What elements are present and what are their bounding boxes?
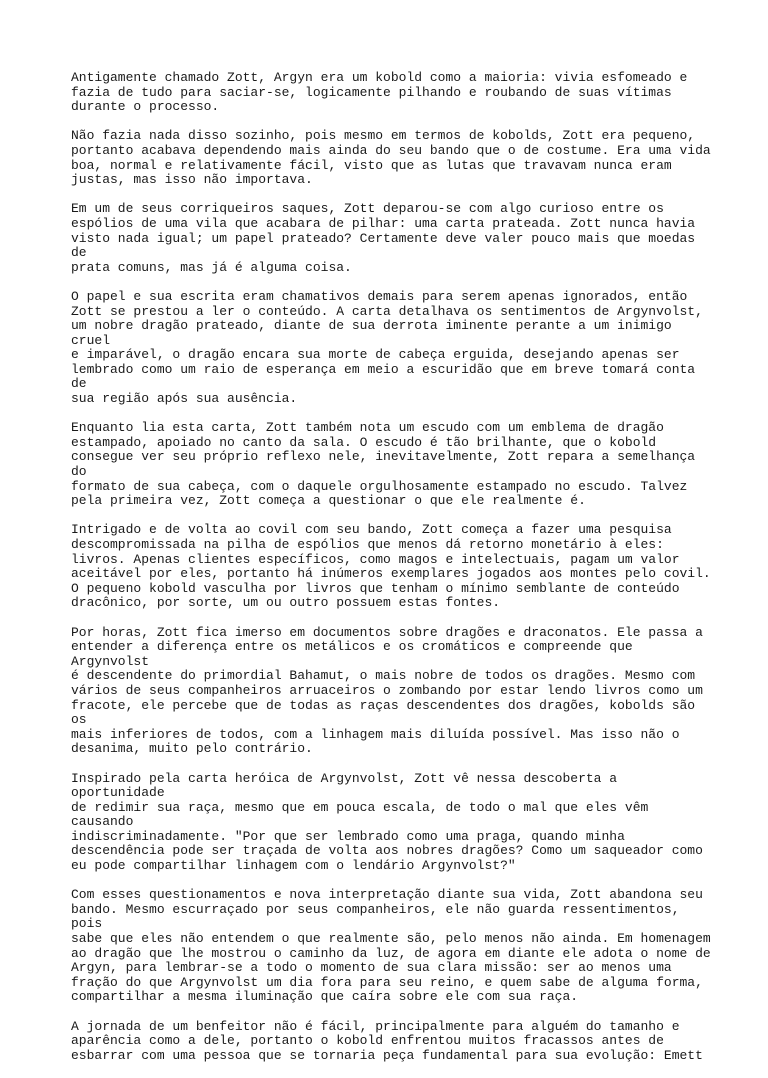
paragraph: Por horas, Zott fica imerso em documentos sobre dragões e draconatos. Ele passa a entender a diferença entre os metálicos e os cromáticos e compreende que Argynvolst é descendente do primordial Bahamut, o mais nobre de todos os dragões. Mesmo com vários de seus companheiros arruaceiros o zombando por estar lendo livros como um fracote, ele percebe que de todas as raças descendentes dos dragões, kobolds são os mais inferiores de todos, com a linhagem mais diluída possível. Mas isso não o desanima, muito pelo contrário.: [71, 624, 703, 757]
paragraph: A jornada de um benfeitor não é fácil, principalmente para alguém do tamanho e aparência como a dele, portanto o kobold enfrentou muitos fracassos antes de esbarrar com uma pessoa que se tornaria peça fundamental para sua evolução: Emett: [71, 1018, 703, 1063]
paragraph: Em um de seus corriqueiros saques, Zott deparou-se com algo curioso entre os espólios de uma vila que acabara de pilhar: uma carta prateada. Zott nunca havia visto nada igual; um papel prateado? Certamente deve valer pouco mais que moedas de prata comuns, mas já é alguma coisa.: [71, 201, 696, 275]
paragraph: Com esses questionamentos e nova interpretação diante sua vida, Zott abandona seu bando. Mesmo escurraçado por seus companheiros, ele não guarda ressentimentos, pois sabe que eles não entendem o que realmente são, pelo menos não ainda. Em homenagem ao dragão que lhe mostrou o caminho da luz, de agora em diante ele adota o nome de Argyn, para lembrar-se a todo o momento de sua clara missão: ser ao menos uma fração do que Argynvolst um dia fora para seu reino, e quem sabe de alguma forma, compartilhar a mesma iluminação que caíra sobre ele com sua raça.: [71, 887, 711, 1005]
document-body: [71, 71, 711, 1078]
paragraph: Intrigado e de volta ao covil com seu bando, Zott começa a fazer uma pesquisa descompromissada na pilha de espólios que menos dá retorno monetário à eles: livros. Apenas clientes específicos, como magos e intelectuais, pagam um valor aceitável por eles, portanto há inúmeros exemplares jogados aos montes pelo covil. O pequeno kobold vasculha por livros que tenham o mínimo semblante de conteúdo dracônico, por sorte, um ou outro possuem estas fontes.: [71, 522, 711, 611]
paragraph: Enquanto lia esta carta, Zott também nota um escudo com um emblema de dragão estampado, apoiado no canto da sala. O escudo é tão brilhante, que o kobold consegue ver seu próprio reflexo nele, inevitavelmente, Zott repara a semelhança do formato de sua cabeça, com o daquele orgulhosamente estampado no escudo. Talvez pela primeira vez, Zott começa a questionar o que ele realmente é.: [71, 420, 696, 509]
paragraph: Inspirado pela carta heróica de Argynvolst, Zott vê nessa descoberta a oportunidade de redimir sua raça, mesmo que em pouca escala, de todo o mal que eles vêm causando indiscriminadamente. "Por que ser lembrado como uma praga, quando minha descendência pode ser traçada de volta aos nobres dragões? Como um saqueador como eu pode compartilhar linhagem com o lendário Argynvolst?": [71, 770, 703, 874]
paragraph: Não fazia nada disso sozinho, pois mesmo em termos de kobolds, Zott era pequeno, portanto acabava dependendo mais ainda do seu bando que o de costume. Era uma vida boa, normal e relativamente fácil, visto que as lutas que travavam nunca eram justas, mas isso não importava.: [71, 128, 711, 188]
paragraph: Antigamente chamado Zott, Argyn era um kobold como a maioria: vivia esfomeado e fazia de tudo para saciar-se, logicamente pilhando e roubando de suas vítimas durante o processo.: [71, 70, 688, 115]
paragraph: O papel e sua escrita eram chamativos demais para serem apenas ignorados, então Zott se prestou a ler o conteúdo. A carta detalhava os sentimentos de Argynvolst, um nobre dragão prateado, diante de sua derrota iminente perante a um inimigo cruel e imparável, o dragão encara sua morte de cabeça erguida, desejando apenas ser lembrado como um raio de esperança em meio a escuridão que em breve tomará conta de sua região após sua ausência.: [71, 288, 703, 407]
